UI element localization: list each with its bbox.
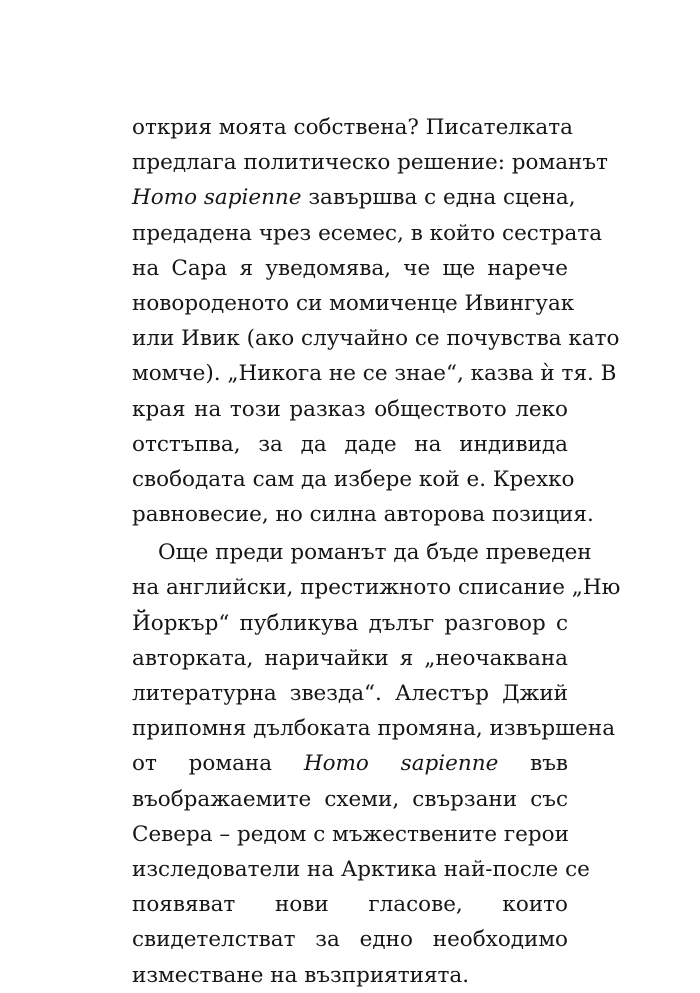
- text-line: Йоркър“ публикува дълъг разговор с: [132, 610, 568, 636]
- text-line: предадена чрез есемес, в който сестрата: [132, 220, 603, 246]
- text-line: свидетелстват за едно необходимо: [132, 927, 568, 953]
- text-line: равновесие, но силна авторова позиция.: [132, 502, 594, 528]
- text-line: предлага политическо решение: романът: [132, 150, 608, 176]
- text-line: появяват нови гласове, които: [132, 892, 568, 918]
- text-line: отстъпва, за да даде на индивида: [132, 431, 568, 457]
- book-title-italic: Homo sapienne: [303, 751, 499, 777]
- text-line: изследователи на Арктика най-после се: [132, 856, 590, 882]
- text-line: [132, 746, 568, 781]
- text-fragment: завършва с една сцена,: [301, 185, 576, 211]
- text-line: въображаемите схеми, свързани със: [132, 786, 568, 812]
- text-fragment: от романа: [132, 751, 304, 777]
- text-line: припомня дълбоката промяна, извършена: [132, 716, 616, 742]
- text-line: края на този разказ обществото леко: [132, 396, 568, 422]
- text-line: или Ивик (ако случайно се почувства като: [132, 326, 620, 352]
- text-line: Севера – редом с мъжествените герои: [132, 821, 569, 847]
- text-fragment: във: [498, 751, 568, 777]
- paragraph-1: [132, 110, 620, 532]
- book-title-italic: Homo sapienne: [132, 185, 302, 211]
- text-line: новороденото си момиченце Ивингуак: [132, 290, 575, 316]
- text-line: изместване на възприятията.: [132, 962, 470, 988]
- text-line: литературна звезда“. Алестър Джий: [132, 681, 568, 706]
- text-line: открия моята собствена? Писателката: [132, 115, 573, 140]
- text-line: Още преди романът да бъде преведен: [158, 540, 592, 566]
- text-line: авторката, наричайки я „неочаквана: [132, 645, 568, 671]
- text-line: на английски, престижното списание „Ню: [132, 575, 621, 601]
- text-line: момче). „Никога не се знае“, казва ѝ тя. В: [132, 361, 617, 387]
- text-line: свободата сам да избере кой е. Крехко: [132, 466, 575, 492]
- paragraph-2: [132, 535, 621, 992]
- text-line: на Сара я уведомява, че ще нарече: [132, 255, 568, 281]
- text-line: [132, 180, 576, 215]
- page-text: [132, 110, 621, 993]
